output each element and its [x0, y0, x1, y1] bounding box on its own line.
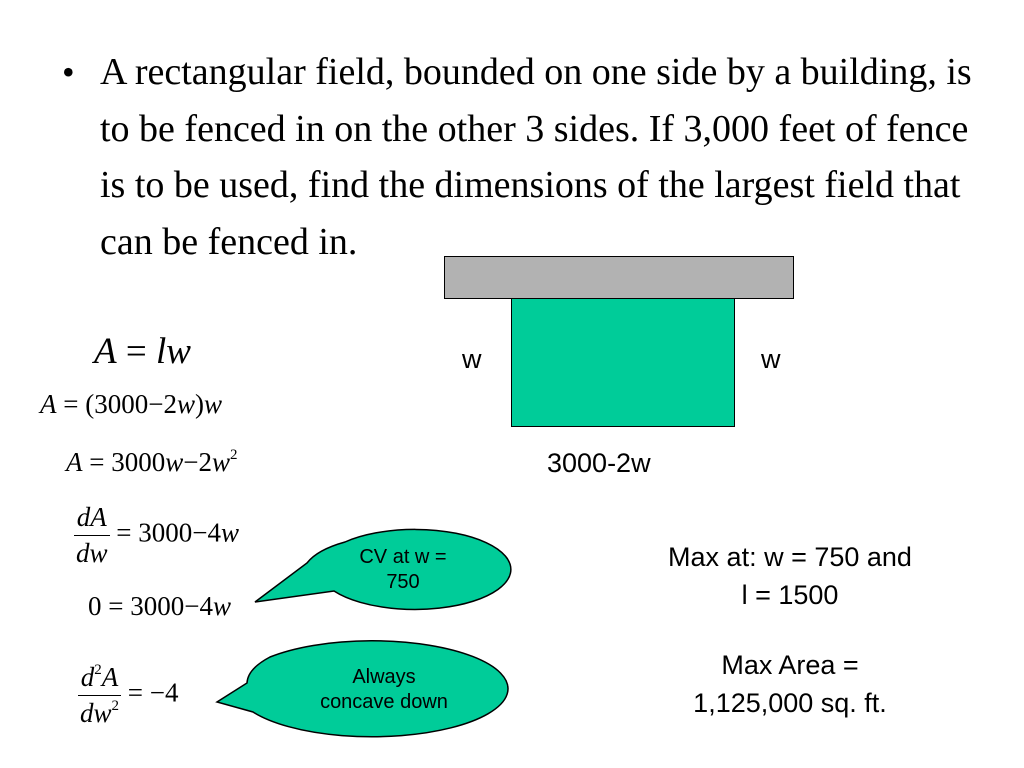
eq3-op: = [89, 447, 105, 477]
eq3-exp: 2 [230, 447, 238, 463]
eq2-close: ) [194, 389, 204, 419]
concave-callout-line2: concave down [320, 691, 448, 713]
eq1-lhs: A [94, 331, 117, 372]
eq4-minus: − [192, 517, 208, 548]
concave-callout-line1: Always [352, 666, 416, 688]
eq5-op: = [108, 591, 124, 621]
field-bottom-label: 3000-2w [547, 448, 651, 478]
eq5-b: 4 [199, 591, 213, 621]
eq4-op: = [116, 517, 132, 548]
bullet-icon: • [62, 52, 75, 92]
eq2-var2: w [203, 389, 222, 419]
eq6-op: = [127, 677, 143, 708]
eq4-var: w [220, 517, 239, 548]
eq6-num-a: A [101, 662, 119, 692]
max-area-result [618, 646, 962, 722]
eq6-num-exp: 2 [94, 662, 102, 678]
eq5-lhs: 0 [88, 591, 102, 621]
eq6-den-d: dw [80, 698, 112, 728]
eq1-rhs: lw [155, 331, 191, 372]
problem-text: A rectangular field, bounded on one side by a building, is to be fenced in on the other 3 sides. If 3,000 feet of fence is to be used, find the dimensions of the largest field that can be fenced in. [100, 51, 972, 263]
eq2-minus: − [148, 389, 164, 419]
max-area-line2: 1,125,000 sq. ft. [693, 688, 887, 718]
eq2-two: 2 [163, 389, 177, 419]
eq3-var: w [165, 447, 184, 477]
field-left-label: w [462, 344, 482, 374]
eq6-rhs: −4 [149, 677, 179, 708]
max-dimensions-result [618, 538, 962, 614]
eq4-a: 3000 [138, 517, 193, 548]
eq6-num-d: d [80, 662, 95, 692]
cv-callout-line1: CV at w = [359, 546, 447, 568]
max-at-line1: Max at: w = 750 and [668, 542, 912, 572]
eq3-lhs: A [66, 447, 83, 477]
eq5-var: w [212, 591, 231, 621]
max-at-line2: l = 1500 [741, 580, 839, 610]
eq3-coef: 3000 [111, 447, 166, 477]
eq3-two: 2 [198, 447, 212, 477]
eq5-minus: − [184, 591, 200, 621]
field-right-label: w [761, 344, 781, 374]
eq6-den-exp: 2 [111, 698, 120, 714]
eq2-var: w [176, 389, 195, 419]
eq3-var2: w [211, 447, 230, 477]
eq3-minus: − [183, 447, 199, 477]
eq4-num: dA [76, 502, 107, 532]
eq1-op: = [125, 331, 147, 372]
eq5-a: 3000 [130, 591, 185, 621]
eq2-op: = [63, 389, 79, 419]
max-area-line1: Max Area = [721, 650, 859, 680]
eq4-den: dw [74, 535, 110, 569]
eq4-b: 4 [207, 517, 221, 548]
cv-callout-text [318, 545, 488, 595]
concave-callout-text [284, 665, 484, 715]
eq2-lhs: A [40, 389, 57, 419]
eq2-open: (3000 [85, 389, 149, 419]
cv-callout-line2: 750 [386, 571, 420, 593]
